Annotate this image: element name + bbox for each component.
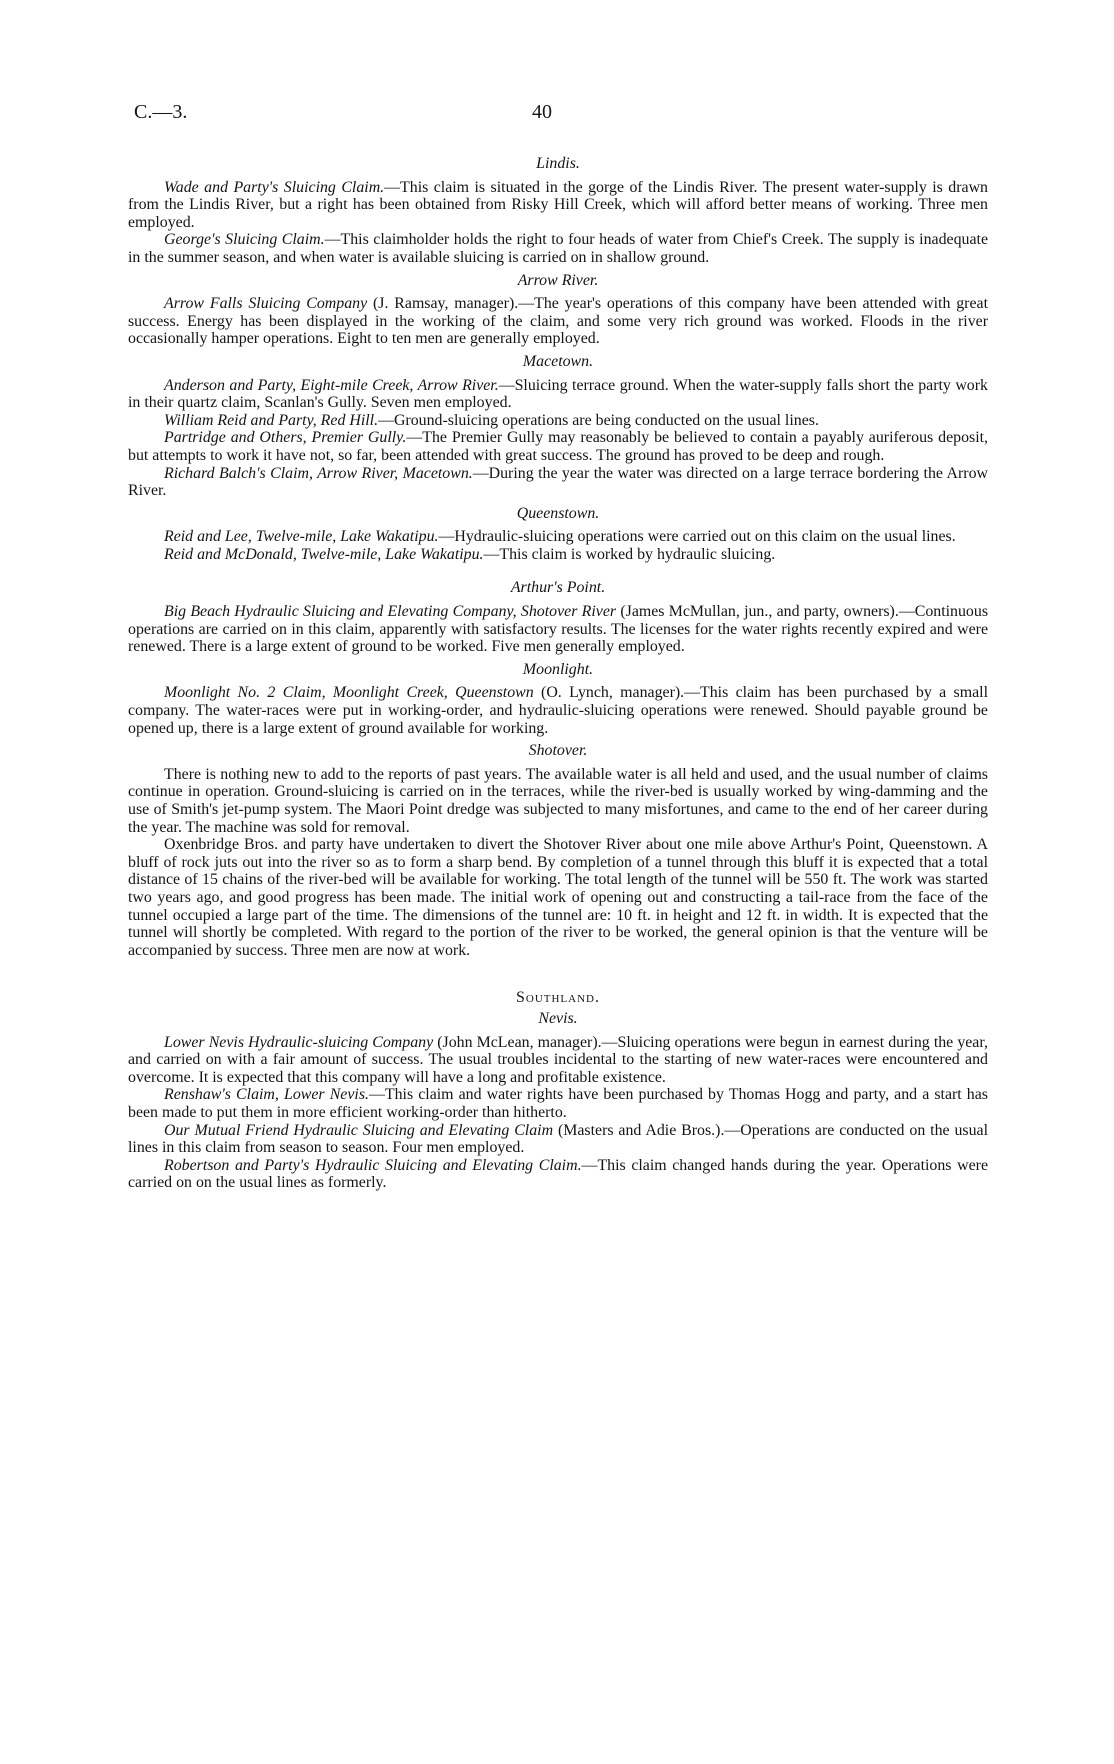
claim-title: George's Sluicing Claim. [164, 231, 325, 249]
claim-title: Arrow Falls Sluicing Company [164, 295, 368, 313]
paragraph-text: —This claim is worked by hydraulic sluicing. [483, 545, 776, 563]
section-heading-macetown: Macetown. [522, 352, 594, 370]
paragraph-richard-balch [128, 465, 988, 500]
paragraph-reid-and-lee [128, 528, 988, 546]
paragraph-arrow-falls [128, 295, 988, 348]
claim-title: William Reid and Party, Red Hill. [164, 411, 379, 429]
paragraph-big-beach [128, 603, 988, 656]
claim-title: Anderson and Party, Eight-mile Creek, Arrow River. [164, 376, 499, 394]
paragraph-shotover-general: There is nothing new to add to the reports of past years. The available water is all held and used, and the usual number of claims continue in operation. Ground-sluicing is carried on in the terraces, while the river-bed is usually worked by wing-damming and the use of Smith's jet-pump system. The Maori Point dredge was subjected to many misfortunes, and came to the end of her career during the year. The machine was sold for removal. [128, 765, 988, 836]
section-heading-queenstown: Queenstown. [516, 504, 600, 522]
paragraph-text: —Hydraulic-sluicing operations were carried out on this claim on the usual lines. [438, 528, 956, 546]
claim-title: Moonlight No. 2 Claim, Moonlight Creek, Queenstown [164, 684, 534, 702]
paragraph-partridge [128, 429, 988, 464]
report-code: C.—3. [134, 101, 188, 123]
claim-title: Renshaw's Claim, Lower Nevis. [164, 1086, 369, 1104]
claim-title: Reid and Lee, Twelve-mile, Lake Wakatipu. [164, 528, 439, 546]
paragraph-wade-and-party [128, 179, 988, 232]
paragraph-reid-and-mcdonald [128, 546, 988, 564]
section-heading-shotover: Shotover. [528, 742, 588, 760]
paragraph-text: —This claimholder holds the right to four heads of water from Chief's Creek. The supply is inadequate in the summer season, and when water is available sluicing is carried on in shallow ground. [128, 231, 988, 266]
page-content [128, 150, 988, 1192]
paragraph-text: —Sluicing terrace ground. When the water-supply falls short the party work in their quartz claim, Scanlan's Gully. Seven men employed. [128, 376, 988, 412]
claim-title: Richard Balch's Claim, Arrow River, Macetown. [164, 464, 473, 482]
paragraph-text: —The Premier Gully may reasonably be believed to contain a payably auriferous deposit, but attempts to work it have not, so far, been attended with great success. The ground has proved to be deep and rough. [128, 429, 988, 464]
claim-title: Partridge and Others, Premier Gully. [164, 429, 407, 447]
paragraph-oxenbridge: Oxenbridge Bros. and party have undertaken to divert the Shotover River about one mile above Arthur's Point, Queenstown. A bluff of rock juts out into the river so as to form a sharp bend. By completion of a tunnel through this bluff it is expected that a total distance of 15 chains of the river-bed will be available for working. The total length of the tunnel will be 550 ft. The work was started two years ago, and good progress has been made. The initial work of opening out and constructing a tail-race from the face of the tunnel occupied a large part of the time. The dimensions of the tunnel are: 10 ft. in height and 12 ft. in width. It is expected that the tunnel will shortly be completed. With regard to the portion of the river to be worked, the general opinion is that the venture will be accompanied by success. Three men are now at work. [128, 836, 988, 959]
section-heading-lindis: Lindis. [536, 155, 580, 172]
section-heading-moonlight: Moonlight. [522, 660, 594, 678]
paragraph-moonlight-no2 [128, 684, 988, 737]
section-heading-arthurs-point: Arthur's Point. [510, 579, 606, 597]
paragraph-our-mutual-friend [128, 1122, 988, 1157]
paragraph-text: (Masters and Adie Bros.).—Operations are conducted on the usual lines in this claim from season to season. Four men employed. [128, 1121, 989, 1157]
paragraph-text: —Ground-sluicing operations are being conducted on the usual lines. [378, 411, 819, 429]
paragraph-robertson [128, 1157, 988, 1192]
paragraph-text: (O. Lynch, manager).—This claim has been purchased by a small company. The water-races were put in working-order, and hydraulic-sluicing operations were renewed. Should payable ground be opened up, there is a large extent of ground available for working. [128, 684, 988, 737]
paragraph-william-reid [128, 412, 988, 430]
claim-title: Wade and Party's Sluicing Claim. [164, 178, 385, 196]
paragraph-text: —During the year the water was directed on a large terrace bordering the Arrow River. [128, 464, 988, 500]
claim-title: Lower Nevis Hydraulic-sluicing Company [164, 1033, 434, 1051]
paragraph-georges-sluicing [128, 231, 988, 266]
paragraph-renshaw [128, 1086, 988, 1121]
paragraph-text: (J. Ramsay, manager).—The year's operations of this company have been attended with great success. Energy has been displayed in the working of the claim, and some very rich ground was worked. Floods in the river occasionally hamper operations. Eight to ten men are generally employed. [128, 295, 988, 348]
claim-title: Reid and McDonald, Twelve-mile, Lake Wakatipu. [164, 545, 484, 563]
paragraph-text: —This claim is situated in the gorge of the Lindis River. The present water-supply is drawn from the Lindis River, but a right has been obtained from Risky Hill Creek, which will afford better means of working. Three men employed. [128, 178, 988, 231]
paragraph-text: —This claim and water rights have been purchased by Thomas Hogg and party, and a start has been made to put them in more efficient working-order than hitherto. [128, 1086, 988, 1121]
page-number: 40 [532, 101, 552, 123]
page-header [134, 101, 994, 129]
claim-title: Our Mutual Friend Hydraulic Sluicing and Elevating Claim [164, 1121, 554, 1139]
paragraph-text: —This claim changed hands during the year. Operations were carried on on the usual lines as formerly. [128, 1156, 988, 1192]
paragraph-lower-nevis [128, 1034, 988, 1087]
claim-title: Big Beach Hydraulic Sluicing and Elevating Company, Shotover River [164, 603, 617, 621]
paragraph-anderson-and-party [128, 377, 988, 412]
claim-title: Robertson and Party's Hydraulic Sluicing and Elevating Claim. [164, 1156, 582, 1174]
section-heading-nevis: Nevis. [538, 1009, 578, 1027]
paragraph-text: (James McMullan, jun., and party, owners).—Continuous operations are carried on in this claim, apparently with satisfactory results. The licenses for the water rights recently expired and were renewed. There is a large extent of ground to be worked. Five men generally employed. [128, 603, 988, 656]
region-heading-southland: Southland. [516, 989, 600, 1007]
section-heading-arrow-river: Arrow River. [517, 271, 599, 289]
paragraph-text: (John McLean, manager).—Sluicing operations were begun in earnest during the year, and carried on with a fair amount of success. The usual troubles incidental to the starting of new water-races were encountered and overcome. It is expected that this company will have a long and profitable existence. [128, 1033, 988, 1086]
